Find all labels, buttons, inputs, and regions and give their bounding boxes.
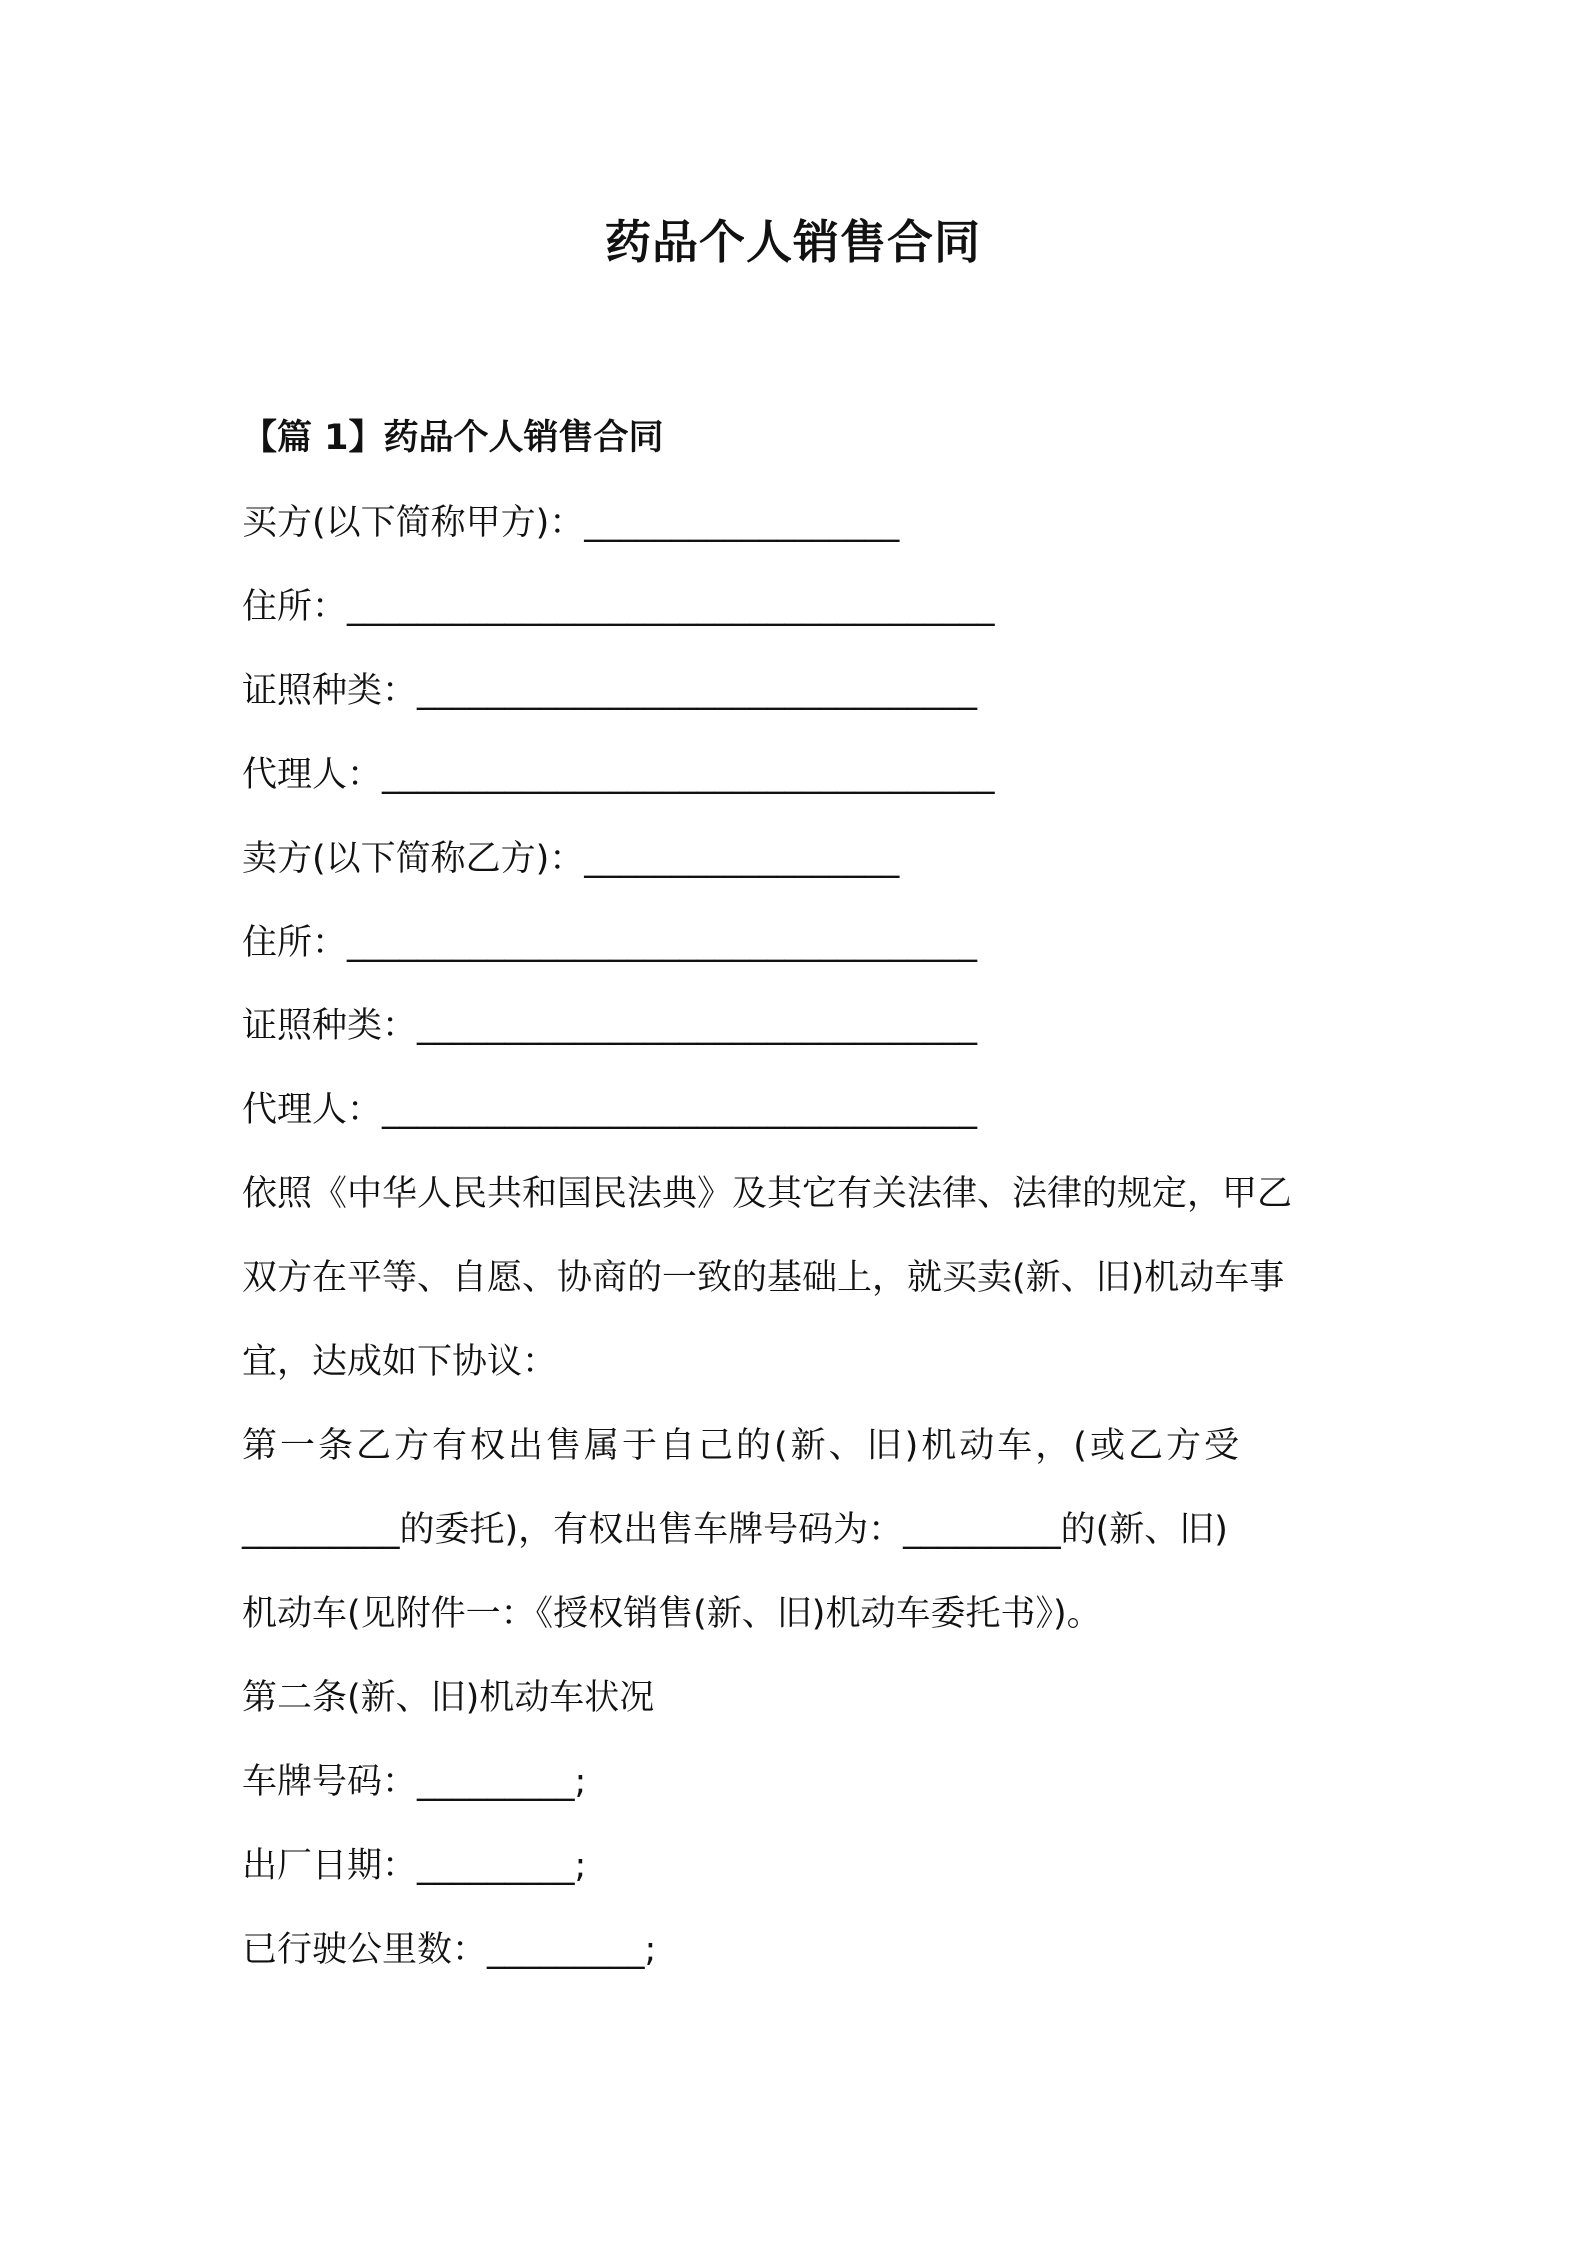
document-title: 药品个人销售合同 (605, 215, 981, 269)
article1-line: 第一条乙方有权出售属于自己的(新、旧)机动车，(或乙方受 (242, 1426, 1242, 1466)
seller-id-type: 证照种类：________________________________ (242, 1006, 978, 1046)
seller-line: 卖方(以下简称乙方)：__________________ (242, 839, 900, 879)
buyer-id-type: 证照种类：________________________________ (242, 671, 978, 711)
seller-agent: 代理人：__________________________________ (242, 1090, 978, 1130)
article2-heading: 第二条(新、旧)机动车状况 (242, 1678, 655, 1718)
plate-number-field: 车牌号码：_________; (242, 1762, 587, 1802)
preamble-line: 双方在平等、自愿、协商的一致的基础上，就买卖(新、旧)机动车事 (242, 1258, 1285, 1298)
section-heading: 【篇 1】药品个人销售合同 (242, 418, 664, 458)
mileage-field: 已行驶公里数：_________; (242, 1930, 657, 1970)
buyer-address: 住所：_____________________________________ (242, 587, 995, 627)
manufacture-date-field: 出厂日期：_________; (242, 1846, 587, 1886)
preamble-line: 宜，达成如下协议： (242, 1342, 558, 1382)
seller-address: 住所：____________________________________ (242, 923, 978, 963)
buyer-line: 买方(以下简称甲方)：__________________ (242, 503, 900, 543)
buyer-agent: 代理人：___________________________________ (242, 755, 995, 795)
preamble-line: 依照《中华人民共和国民法典》及其它有关法律、法律的规定，甲乙 (242, 1174, 1293, 1214)
article1-line: _________的委托)，有权出售车牌号码为：_________的(新、旧) (242, 1510, 1228, 1550)
article1-line: 机动车(见附件一：《授权销售(新、旧)机动车委托书》)。 (242, 1594, 1102, 1634)
